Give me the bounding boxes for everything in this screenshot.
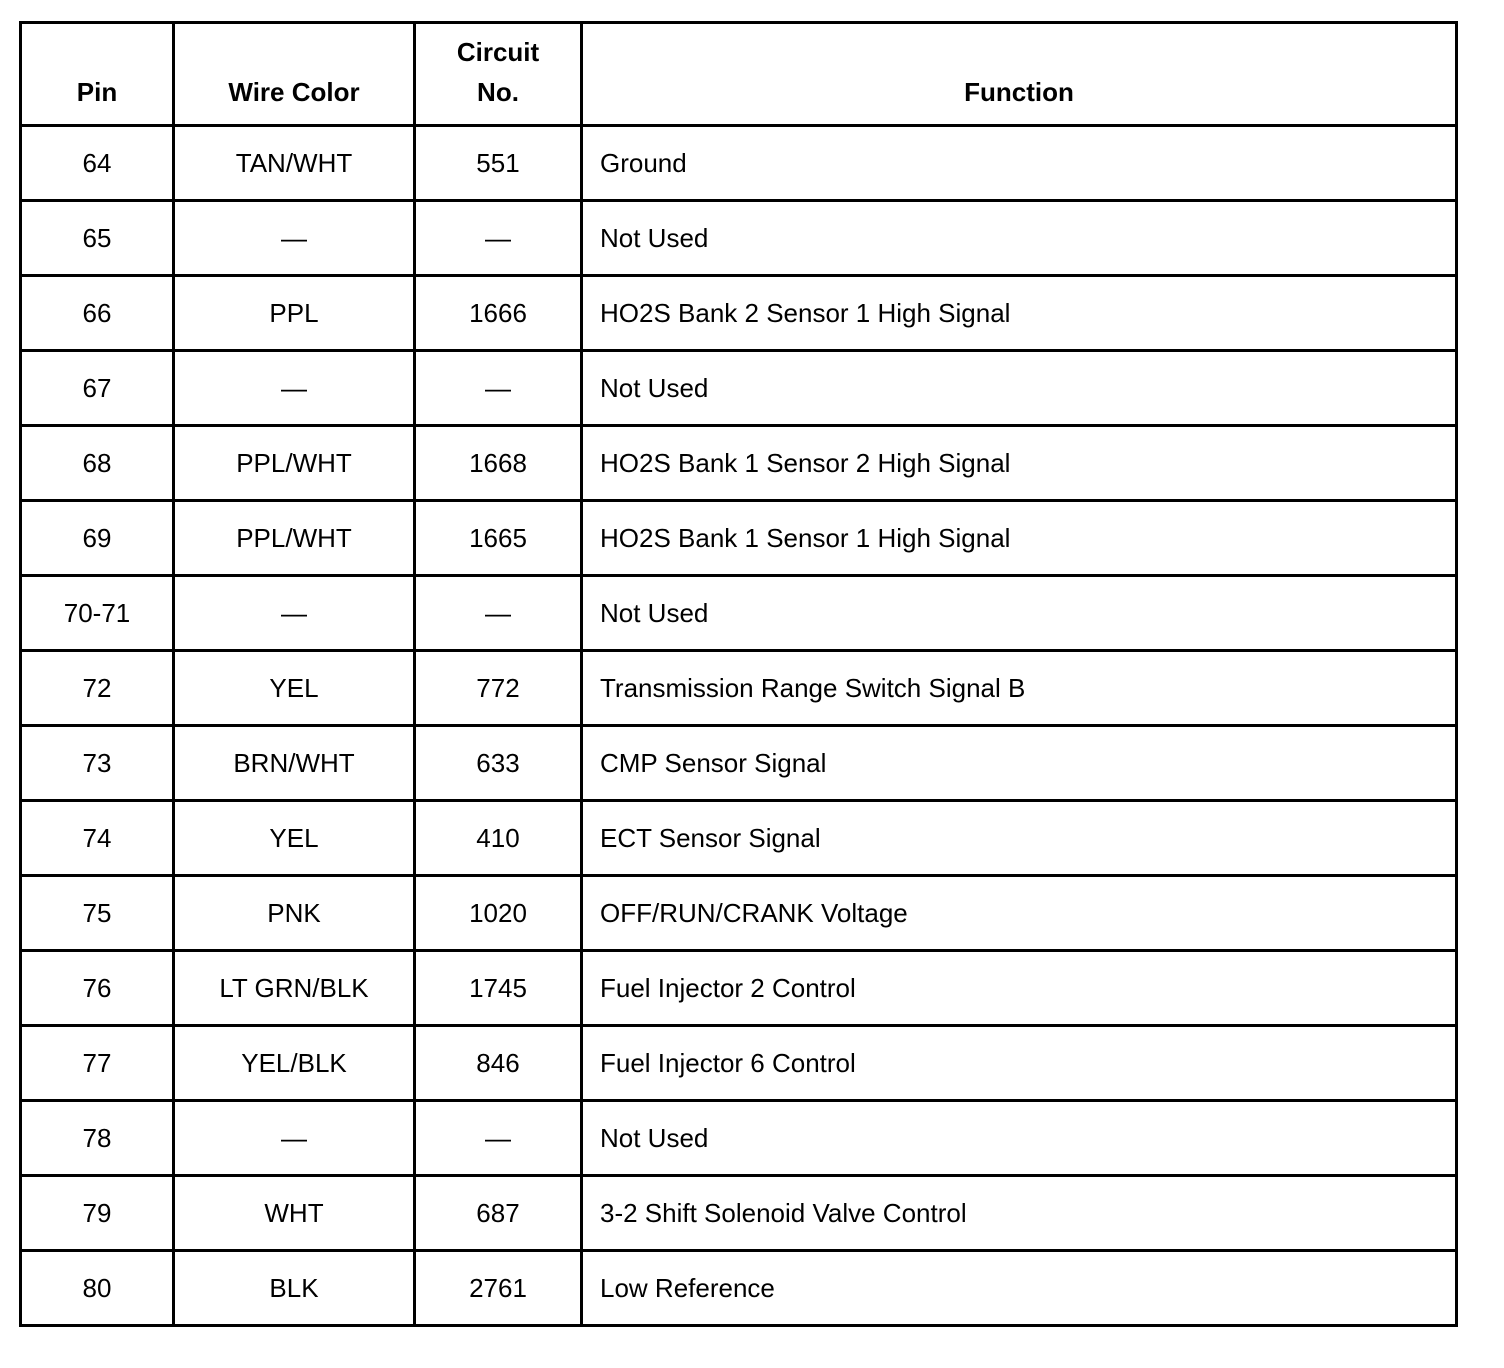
- cell-wire-color: YEL: [174, 651, 415, 726]
- cell-wire-color: WHT: [174, 1176, 415, 1251]
- cell-pin: 76: [21, 951, 174, 1026]
- cell-pin: 66: [21, 276, 174, 351]
- cell-wire-color: YEL: [174, 801, 415, 876]
- table-row: [21, 726, 1457, 801]
- cell-function: ECT Sensor Signal: [582, 801, 1457, 876]
- table-row: [21, 1101, 1457, 1176]
- cell-wire-color: —: [174, 201, 415, 276]
- cell-wire-color: LT GRN/BLK: [174, 951, 415, 1026]
- cell-function: Fuel Injector 2 Control: [582, 951, 1457, 1026]
- table-row: [21, 1176, 1457, 1251]
- cell-pin: 73: [21, 726, 174, 801]
- cell-function: Low Reference: [582, 1251, 1457, 1326]
- cell-function: Transmission Range Switch Signal B: [582, 651, 1457, 726]
- table-row: [21, 651, 1457, 726]
- cell-circuit-no: 551: [415, 126, 582, 201]
- cell-function: Not Used: [582, 201, 1457, 276]
- cell-circuit-no: 772: [415, 651, 582, 726]
- cell-function: HO2S Bank 1 Sensor 2 High Signal: [582, 426, 1457, 501]
- cell-circuit-no: —: [415, 576, 582, 651]
- cell-circuit-no: 410: [415, 801, 582, 876]
- table-row: [21, 201, 1457, 276]
- cell-circuit-no: 2761: [415, 1251, 582, 1326]
- cell-pin: 67: [21, 351, 174, 426]
- cell-function: Ground: [582, 126, 1457, 201]
- cell-circuit-no: 687: [415, 1176, 582, 1251]
- table-body: [21, 126, 1457, 1326]
- cell-function: OFF/RUN/CRANK Voltage: [582, 876, 1457, 951]
- cell-pin: 80: [21, 1251, 174, 1326]
- table-row: [21, 351, 1457, 426]
- cell-wire-color: —: [174, 1101, 415, 1176]
- table-row: [21, 426, 1457, 501]
- cell-function: Fuel Injector 6 Control: [582, 1026, 1457, 1101]
- cell-pin: 77: [21, 1026, 174, 1101]
- table-row: [21, 876, 1457, 951]
- cell-circuit-no: —: [415, 351, 582, 426]
- cell-function: Not Used: [582, 576, 1457, 651]
- cell-function: HO2S Bank 1 Sensor 1 High Signal: [582, 501, 1457, 576]
- cell-pin: 64: [21, 126, 174, 201]
- cell-circuit-no: —: [415, 1101, 582, 1176]
- table-header-row: [21, 23, 1457, 126]
- cell-circuit-no: 1020: [415, 876, 582, 951]
- cell-wire-color: BRN/WHT: [174, 726, 415, 801]
- cell-function: HO2S Bank 2 Sensor 1 High Signal: [582, 276, 1457, 351]
- cell-wire-color: PPL: [174, 276, 415, 351]
- cell-circuit-no: 1668: [415, 426, 582, 501]
- table-row: [21, 1251, 1457, 1326]
- cell-wire-color: TAN/WHT: [174, 126, 415, 201]
- table-row: [21, 801, 1457, 876]
- table-row: [21, 126, 1457, 201]
- header-circuit-no: [415, 23, 582, 126]
- cell-circuit-no: 1666: [415, 276, 582, 351]
- header-wire-color: Wire Color: [174, 23, 415, 126]
- cell-circuit-no: 1745: [415, 951, 582, 1026]
- cell-pin: 68: [21, 426, 174, 501]
- table-row: [21, 576, 1457, 651]
- cell-wire-color: PPL/WHT: [174, 426, 415, 501]
- cell-circuit-no: 633: [415, 726, 582, 801]
- cell-circuit-no: 846: [415, 1026, 582, 1101]
- cell-function: CMP Sensor Signal: [582, 726, 1457, 801]
- pinout-table: [19, 21, 1458, 1327]
- cell-pin: 70-71: [21, 576, 174, 651]
- table-row: [21, 1026, 1457, 1101]
- cell-wire-color: YEL/BLK: [174, 1026, 415, 1101]
- cell-circuit-no: 1665: [415, 501, 582, 576]
- cell-pin: 69: [21, 501, 174, 576]
- cell-wire-color: PNK: [174, 876, 415, 951]
- table-row: [21, 951, 1457, 1026]
- header-circuit-line2: No.: [477, 77, 519, 107]
- cell-function: 3-2 Shift Solenoid Valve Control: [582, 1176, 1457, 1251]
- cell-pin: 65: [21, 201, 174, 276]
- cell-function: Not Used: [582, 1101, 1457, 1176]
- cell-circuit-no: —: [415, 201, 582, 276]
- cell-pin: 75: [21, 876, 174, 951]
- table-row: [21, 501, 1457, 576]
- cell-wire-color: BLK: [174, 1251, 415, 1326]
- table-row: [21, 276, 1457, 351]
- cell-wire-color: —: [174, 351, 415, 426]
- cell-wire-color: —: [174, 576, 415, 651]
- cell-wire-color: PPL/WHT: [174, 501, 415, 576]
- cell-pin: 74: [21, 801, 174, 876]
- cell-pin: 72: [21, 651, 174, 726]
- cell-function: Not Used: [582, 351, 1457, 426]
- cell-pin: 79: [21, 1176, 174, 1251]
- cell-pin: 78: [21, 1101, 174, 1176]
- header-circuit-line1: Circuit: [456, 37, 540, 67]
- header-pin: Pin: [21, 23, 174, 126]
- header-function: Function: [582, 23, 1457, 126]
